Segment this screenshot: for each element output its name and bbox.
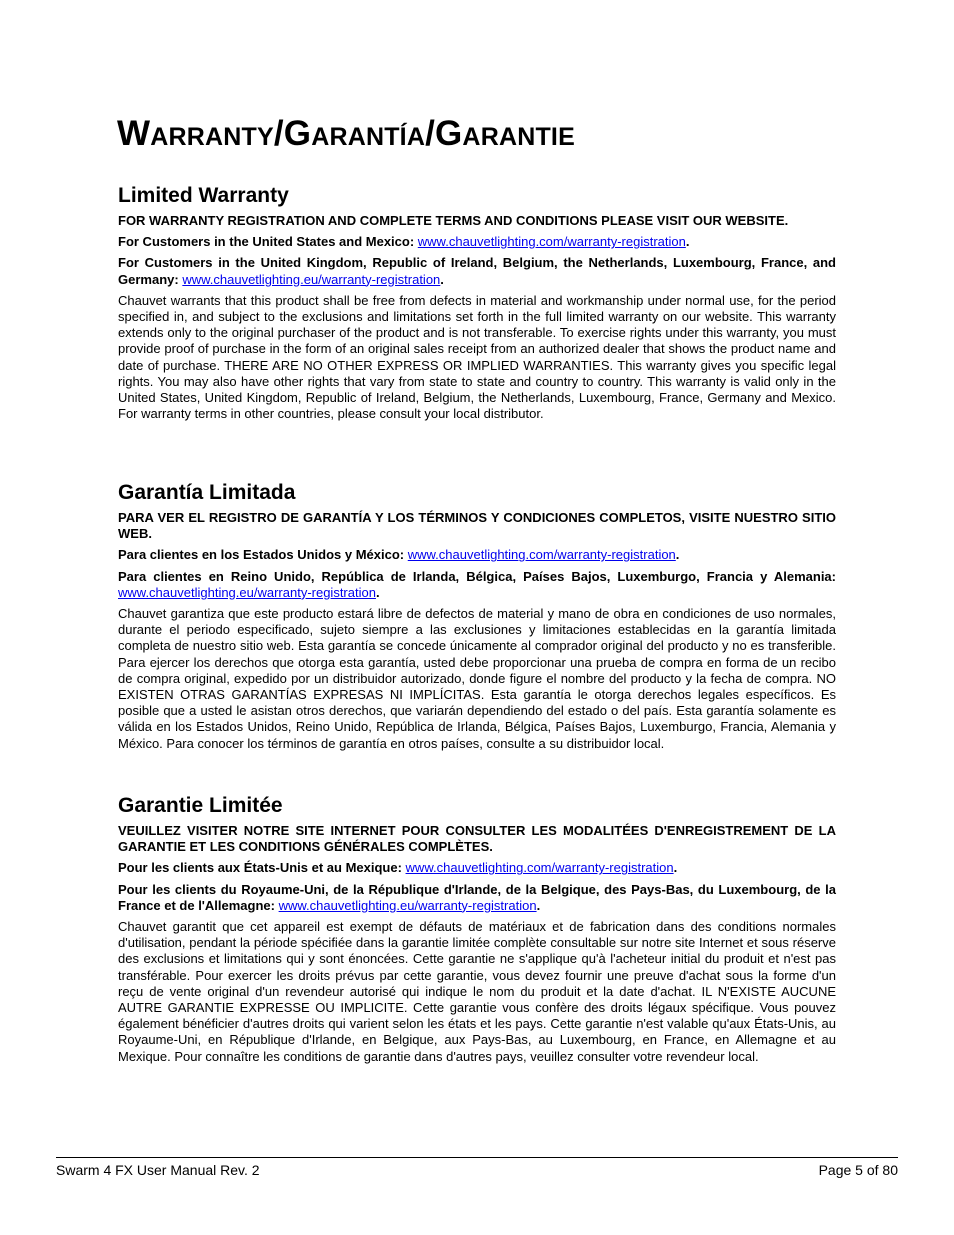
eu-customers-line: Pour les clients du Royaume-Uni, de la République d'Irlande, de la Belgique, des Pays-Bas, du Luxembourg, de la France et de l'Allemagne: www.chauvetlighting.eu/warranty-registration.	[118, 881, 836, 913]
eu-customers-line: For Customers in the United Kingdom, Republic of Ireland, Belgium, the Netherlands, Luxembourg, France, and Germany: www.chauvetlighting.eu/warranty-registration.	[118, 255, 836, 287]
footer-manual-title: Swarm 4 FX User Manual Rev. 2	[56, 1162, 260, 1178]
section-heading: Garantía Limitada	[118, 481, 296, 504]
eu-warranty-link[interactable]: www.chauvetlighting.eu/warranty-registration	[278, 897, 537, 913]
us-customers-line: For Customers in the United States and Mexico: www.chauvetlighting.com/warranty-registration.	[118, 234, 690, 250]
eu-customers-label: Para clientes en Reino Unido, República de Irlanda, Bélgica, Países Bajos, Luxemburgo, Francia y Alemania:	[118, 568, 836, 584]
section-heading: Limited Warranty	[118, 184, 289, 207]
eu-customers-label: For Customers in the United Kingdom, Republic of Ireland, Belgium, the Netherlands, Luxembourg, France, and Germany:	[118, 255, 836, 287]
eu-customers-label: Pour les clients du Royaume-Uni, de la République d'Irlande, de la Belgique, des Pays-Bas, du Luxembourg, de la France et de l'Allemagne:	[118, 881, 836, 913]
eu-warranty-link[interactable]: www.chauvetlighting.eu/warranty-registration	[118, 584, 376, 600]
us-customers-label: Pour les clients aux États-Unis et au Mexique:	[118, 860, 402, 876]
eu-warranty-link[interactable]: www.chauvetlighting.eu/warranty-registration	[182, 271, 441, 287]
us-customers-label: For Customers in the United States and Mexico:	[118, 234, 415, 250]
us-warranty-link[interactable]: www.chauvetlighting.com/warranty-registration	[405, 860, 674, 876]
footer-divider	[56, 1157, 898, 1158]
registration-notice: PARA VER EL REGISTRO DE GARANTÍA Y LOS TÉRMINOS Y CONDICIONES COMPLETOS, VISITE NUESTRO SITIO WEB.	[118, 510, 836, 542]
warranty-body: Chauvet garantiza que este producto estará libre de defectos de material y mano de obra en condiciones de uso normales, durante el periodo especificado, sujeto siempre a las exclusiones y limitaciones establecidas en la garantía limitada completa de nuestro sitio web. Esta garantía se concede únicamente al comprador original del producto y no es transferible. Para ejercer los derechos que otorga esta garantía, usted debe proporcionar una prueba de compra en forma de un recibo de compra original, expedido por un distribuidor autorizado, donde figure el nombre del producto y la fecha de compra. NO EXISTEN OTRAS GARANTÍAS EXPRESAS NI IMPLÍCITAS. Esta garantía le otorga derechos legales específicos. Es posible que a usted le asistan otros derechos, que variarán dependiendo del estado o del país. Esta garantía solamente es válida en los Estados Unidos, Reino Unido, República de Irlanda, Bélgica, Países Bajos, Luxemburgo, Francia, Alemania y México. Para conocer los términos de garantía en otros países, consulte a su distribuidor local.	[118, 606, 836, 751]
warranty-body: Chauvet garantit que cet appareil est exempt de défauts de matériaux et de fabrication dans des conditions normales d'utilisation, pendant la période spécifiée dans la garantie limitée complète consultable sur notre site Internet et sous réserve des exclusions et limitations qui y sont énoncées. Cette garantie ne s'applique qu'à l'acheteur initial du produit et n'est pas transférable. Pour exercer les droits prévus par cette garantie, vous devez fournir une preuve d'achat sous la forme d'un reçu de vente original d'un revendeur autorisé qui indique le nom du produit et la date d'achat. IL N'EXISTE AUCUNE AUTRE GARANTIE EXPRESSE OU IMPLICITE. Cette garantie vous confère des droits légaux spécifique. Vous pouvez également bénéficier d'autres droits qui varient selon les états et les pays. Cette garantie n'est valable qu'aux États-Unis, au Royaume-Uni, en République d'Irlande, en Belgique, aux Pays-Bas, au Luxembourg, en France, en Allemagne et au Mexique. Pour connaître les conditions de garantie dans d'autres pays, veuillez consulter votre revendeur local.	[118, 919, 836, 1064]
section-garantie-limitee	[118, 793, 836, 1070]
us-customers-line: Pour les clients aux États-Unis et au Mexique: www.chauvetlighting.com/warranty-registration.	[118, 860, 678, 876]
section-heading: Garantie Limitée	[118, 794, 283, 817]
footer-page-number: Page 5 of 80	[818, 1162, 898, 1178]
eu-customers-line: Para clientes en Reino Unido, República de Irlanda, Bélgica, Países Bajos, Luxemburgo, Francia y Alemania: www.chauvetlighting.eu/warranty-registration.	[118, 568, 836, 600]
us-warranty-link[interactable]: www.chauvetlighting.com/warranty-registration	[407, 547, 676, 563]
registration-notice: FOR WARRANTY REGISTRATION AND COMPLETE TERMS AND CONDITIONS PLEASE VISIT OUR WEBSITE.	[118, 213, 789, 228]
us-customers-line: Para clientes en los Estados Unidos y México: www.chauvetlighting.com/warranty-registration.	[118, 547, 680, 563]
registration-notice: VEUILLEZ VISITER NOTRE SITE INTERNET POUR CONSULTER LES MODALITÉES D'ENREGISTREMENT DE LA GARANTIE ET LES CONDITIONS GÉNÉRALES COMPLÈTES.	[118, 823, 836, 855]
page-title: Warranty/Garantía/Garantie	[117, 114, 575, 153]
section-limited-warranty	[118, 183, 836, 427]
section-garantia-limitada	[118, 480, 836, 757]
us-warranty-link[interactable]: www.chauvetlighting.com/warranty-registration	[417, 234, 686, 250]
us-customers-label: Para clientes en los Estados Unidos y México:	[118, 547, 405, 563]
warranty-body: Chauvet warrants that this product shall be free from defects in material and workmanship under normal use, for the period specified in, and subject to the exclusions and limitations set forth in the full limited warranty on our website. This warranty extends only to the original purchaser of the product and is not transferable. To exercise rights under this warranty, you must provide proof of purchase in the form of an original sales receipt from an authorized dealer that shows the product name and date of purchase. THERE ARE NO OTHER EXPRESS OR IMPLIED WARRANTIES. This warranty gives you specific legal rights. You may also have other rights that vary from state to state and country to country. This warranty is valid only in the United States, United Kingdom, Republic of Ireland, Belgium, the Netherlands, Luxembourg, France, Germany and Mexico. For warranty terms in other countries, please consult your local distributor.	[118, 292, 836, 422]
